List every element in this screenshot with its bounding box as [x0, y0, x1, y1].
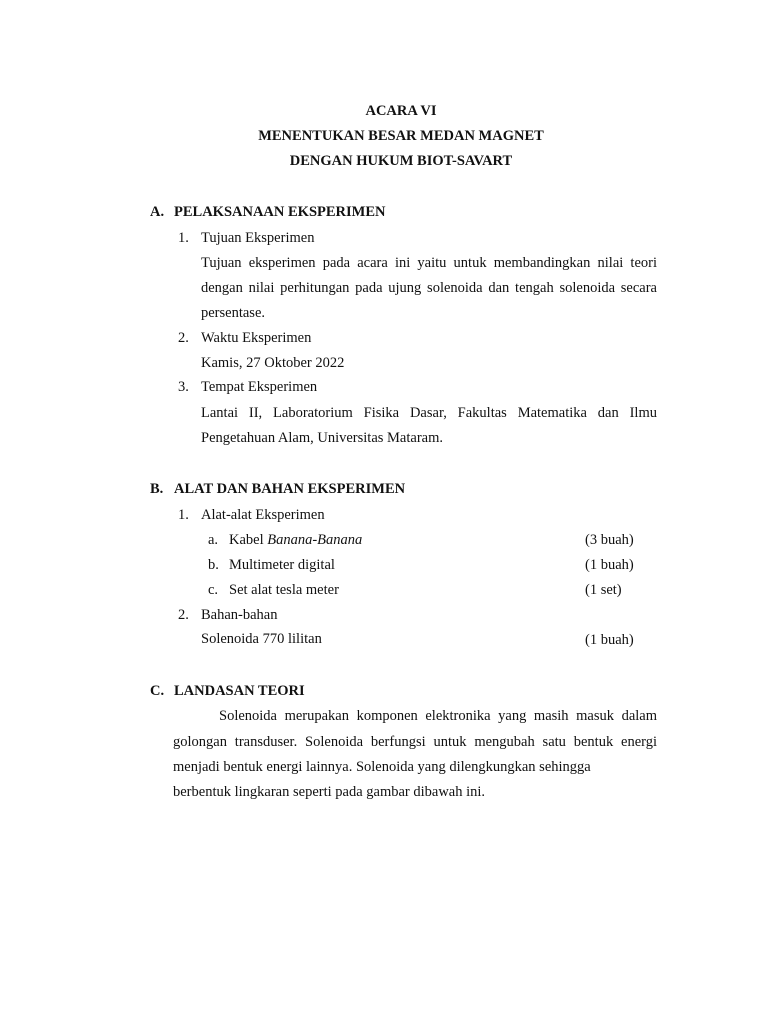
section-c-title: LANDASAN TEORI: [174, 683, 305, 699]
title-line-1: ACARA VI: [365, 103, 437, 119]
section-b-title: ALAT DAN BAHAN EKSPERIMEN: [174, 481, 406, 497]
tujuan-text: Tujuan eksperimen pada acara ini yaitu untuk membandingkan nilai teori dengan nilai perhitungan pada ujung solenoida dan tengah solenoida secara persentase.: [201, 255, 657, 321]
item-label: Tempat Eksperimen: [201, 379, 318, 395]
section-c-heading: [150, 680, 305, 702]
item-number: 1.: [178, 230, 189, 246]
material-name: Solenoida 770 lilitan: [201, 631, 322, 647]
title-line-2: MENENTUKAN BESAR MEDAN MAGNET: [258, 128, 544, 144]
section-b-heading: [150, 478, 405, 500]
tool-letter: b.: [208, 557, 219, 573]
title-line-3: DENGAN HUKUM BIOT-SAVART: [289, 153, 513, 169]
tool-name: Set alat tesla meter: [229, 582, 339, 598]
material-quantity: (1 buah): [585, 632, 634, 648]
tool-quantity: (3 buah): [585, 532, 634, 548]
tool-letter: a.: [208, 532, 219, 548]
section-b-item-2: [178, 604, 278, 626]
section-a-item-3: [178, 376, 317, 398]
theory-text-last: berbentuk lingkaran seperti pada gambar dibawah ini.: [173, 784, 486, 800]
item-label: Bahan-bahan: [201, 607, 278, 623]
theory-paragraph-last-line: [173, 780, 657, 806]
section-b-letter: B.: [150, 481, 164, 497]
section-a-heading: [150, 201, 385, 223]
item-number: 2.: [178, 607, 189, 623]
tool-name: Multimeter digital: [229, 557, 335, 573]
section-a-letter: A.: [150, 204, 165, 220]
tool-quantity: (1 set): [585, 582, 622, 598]
section-a-item-2: [178, 327, 311, 349]
tool-item: [208, 554, 335, 576]
section-c-letter: C.: [150, 683, 165, 699]
tool-item: [208, 529, 362, 551]
item-label: Waktu Eksperimen: [201, 330, 312, 346]
tool-item: [208, 579, 339, 601]
section-a-title: PELAKSANAAN EKSPERIMEN: [174, 204, 386, 220]
section-a-item-1: [178, 227, 314, 249]
item-number: 2.: [178, 330, 189, 346]
item-label: Tujuan Eksperimen: [201, 230, 315, 246]
theory-text: Solenoida merupakan komponen elektronika yang masih masuk dalam golongan transduser. Solenoida berfungsi untuk mengubah satu bentuk energi menjadi bentuk energi lainnya. Solenoida yang dilengkungkan sehingga: [173, 708, 657, 775]
item-number: 1.: [178, 507, 189, 523]
tool-quantity: (1 buah): [585, 557, 634, 573]
section-b-item-1: [178, 504, 325, 526]
tempat-text: Lantai II, Laboratorium Fisika Dasar, Fakultas Matematika dan Ilmu Pengetahuan Alam, Universitas Mataram.: [201, 405, 657, 446]
tool-letter: c.: [208, 582, 219, 598]
item-label: Alat-alat Eksperimen: [201, 507, 325, 523]
tool-name-italic: Banana-Banana: [267, 532, 363, 548]
waktu-text: Kamis, 27 Oktober 2022: [201, 355, 345, 371]
tool-name: Kabel: [229, 532, 268, 548]
theory-paragraph: [173, 704, 657, 781]
item-number: 3.: [178, 379, 189, 395]
